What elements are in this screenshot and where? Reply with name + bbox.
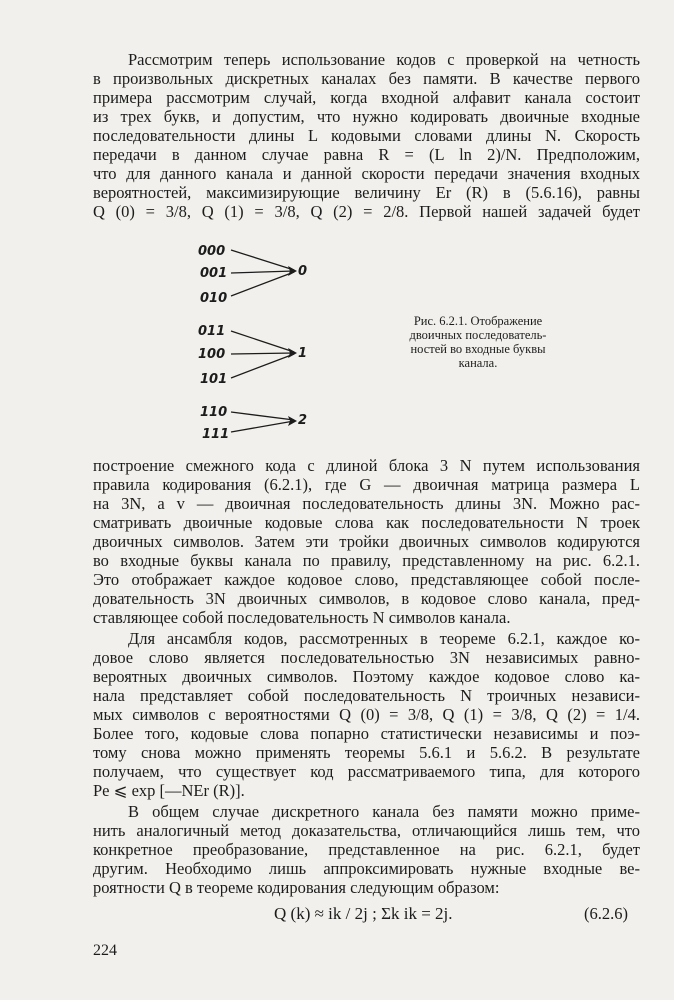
channel-letter-label: 0 xyxy=(298,264,308,279)
caption-line: ностей во входные буквы xyxy=(410,342,546,356)
text-line: роятности Q в теореме кодирования следующим образом: xyxy=(93,878,500,897)
text-line: довательность 3N двоичных символов, в кодовое слово канала, пред- xyxy=(93,589,640,608)
text-line: другим. Необходимо лишь аппроксимировать нужные входные ве- xyxy=(93,859,640,878)
text-line: вероятных двоичных символов. Поэтому каждое кодовое слово ка- xyxy=(93,667,640,686)
page-number: 224 xyxy=(93,942,117,959)
text-line: последовательности длины L кодовыми словами длины N. Скорость xyxy=(93,126,640,145)
text-line: довое слово является последовательностью 3N независимых равно- xyxy=(93,648,640,667)
binary-triple-label: 000 xyxy=(198,244,226,259)
text-line: передачи в данном случае равна R = (L ln 2)/N. Предположим, xyxy=(93,145,640,164)
mapping-arrow-line xyxy=(231,354,294,378)
text-line: Q (0) = 3/8, Q (1) = 3/8, Q (2) = 2/8. Первой нашей задачей будет xyxy=(93,202,640,221)
text-line: получаем, что существует код рассматриваемого типа, для которого xyxy=(93,762,640,781)
mapping-arrow-line xyxy=(231,271,294,273)
binary-triple-label: 110 xyxy=(200,405,228,420)
binary-triple-label: 011 xyxy=(198,324,226,339)
text-line: нить аналогичный метод доказательства, отличающийся лишь тем, что xyxy=(93,821,640,840)
text-line: ставляющее собой последовательность N символов канала. xyxy=(93,608,511,627)
mapping-arrow-line xyxy=(231,250,294,270)
binary-triple-label: 001 xyxy=(200,266,228,281)
binary-triple-label: 101 xyxy=(200,372,228,387)
caption-line: двоичных последователь- xyxy=(409,328,547,342)
binary-triple-label: 100 xyxy=(198,347,226,362)
caption-line: канала. xyxy=(458,356,498,370)
binary-triple-label: 010 xyxy=(200,291,228,306)
text-line: Pe ⩽ exp [—NEr (R)]. xyxy=(93,781,245,800)
text-line: в произвольных дискретных каналах без памяти. В качестве первого xyxy=(93,69,640,88)
text-line: во входные буквы канала по правилу, представленному на рис. 6.2.1. xyxy=(93,551,640,570)
text-line: нала представляет собой последовательность N троичных независи- xyxy=(93,686,640,705)
text-line: В общем случае дискретного канала без памяти можно приме- xyxy=(128,802,640,821)
caption-line: Рис. 6.2.1. Отображение xyxy=(413,314,543,328)
text-line: построение смежного кода с длиной блока 3 N путем использования xyxy=(93,456,640,475)
text-line: тому снова можно применять теоремы 5.6.1 и 5.6.2. В результате xyxy=(93,743,640,762)
mapping-arrow-line xyxy=(231,272,294,296)
text-line: мых символов с вероятностями Q (0) = 3/8, Q (1) = 3/8, Q (2) = 1/4. xyxy=(93,705,640,724)
text-line: что для данного канала и данной скорости передачи значения входных xyxy=(93,164,640,183)
text-line: примера рассмотрим случай, когда входной алфавит канала состоит xyxy=(93,88,640,107)
text-line: вероятностей, максимизирующие величину Er (R) в (5.6.16), равны xyxy=(93,183,640,202)
text-line: двоичных символов. Затем эти тройки двоичных символов кодируются xyxy=(93,532,640,551)
text-line: сматривать двоичные кодовые слова как последовательности N троек xyxy=(93,513,640,532)
text-line: правила кодирования (6.2.1), где G — двоичная матрица размера L xyxy=(93,475,640,494)
text-line: Для ансамбля кодов, рассмотренных в теореме 6.2.1, каждое ко- xyxy=(128,629,640,648)
channel-letter-label: 2 xyxy=(298,413,308,428)
channel-letter-label: 1 xyxy=(298,346,308,361)
binary-triple-label: 111 xyxy=(202,427,230,442)
text-line: Рассмотрим теперь использование кодов с проверкой на четность xyxy=(128,50,640,69)
equation-number: (6.2.6) xyxy=(584,904,628,923)
text-line: из трех букв, и допустим, что нужно кодировать двоичные входные xyxy=(93,107,640,126)
mapping-arrow-line xyxy=(231,331,294,352)
equation-formula: Q (k) ≈ ik / 2j ; Σk ik = 2j. xyxy=(274,904,453,923)
text-line: конкретное преобразование, представленное на рис. 6.2.1, будет xyxy=(93,840,640,859)
text-line: Более того, кодовые слова попарно статистически независимы и поэ- xyxy=(93,724,640,743)
mapping-arrow-line xyxy=(231,353,294,354)
arrow-head xyxy=(288,416,297,426)
mapping-arrow-line xyxy=(231,421,294,432)
text-line: на 3N, а v — двоичная последовательность длины 3N. Можно рас- xyxy=(93,494,640,513)
text-line: Это отображает каждое кодовое слово, представляющее собой после- xyxy=(93,570,640,589)
mapping-arrow-line xyxy=(231,412,294,420)
